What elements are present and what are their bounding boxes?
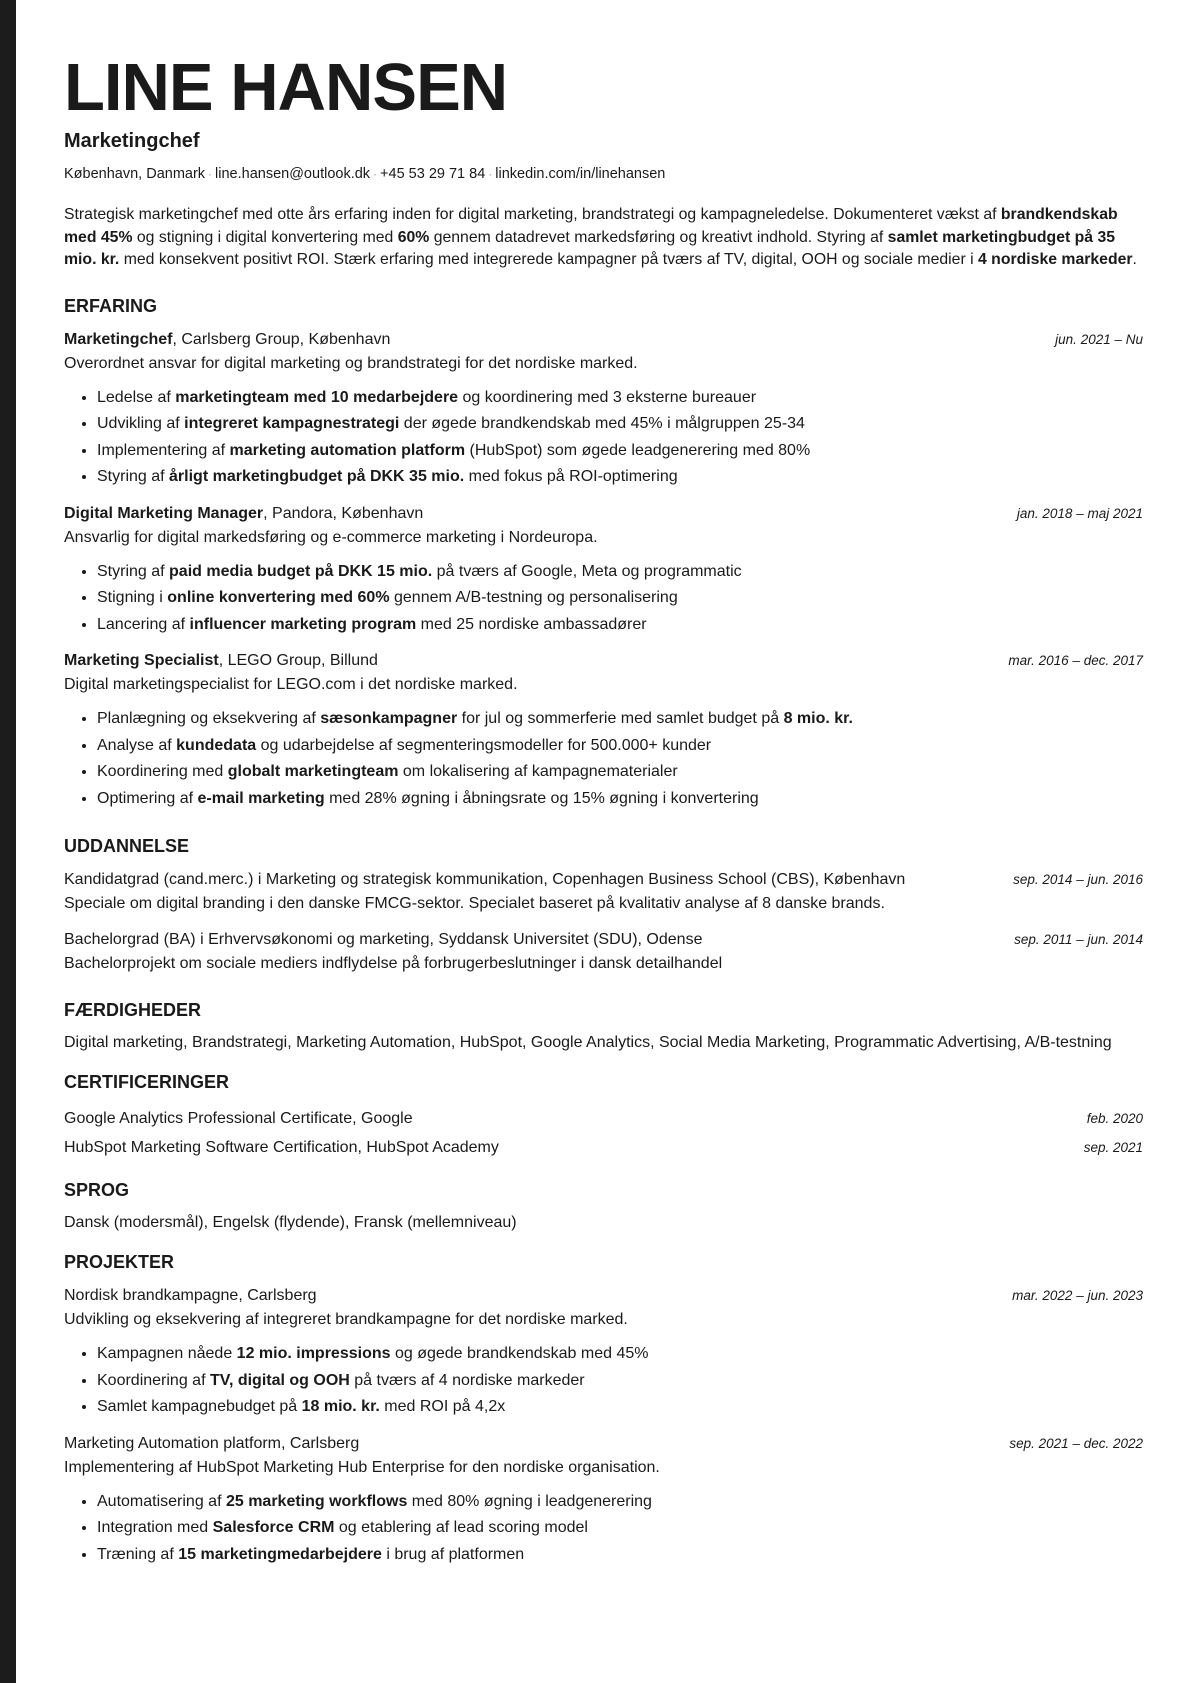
bold-text: e-mail marketing (197, 789, 325, 807)
education-title: Kandidatgrad (cand.merc.) i Marketing og strategisk kommunikation, Copenhagen Business School (CBS), København (64, 871, 906, 888)
text-run: med fokus på ROI-optimering (464, 468, 678, 485)
resume-page (64, 0, 1143, 1579)
education-description: Speciale om digital branding i den danske FMCG-sektor. Specialet baseret på kvalitativ analyse af 8 danske brands. (64, 895, 885, 912)
bullet-list (64, 706, 1143, 812)
bullet-list (64, 1489, 1143, 1569)
bold-text: brandkendskab med 45% (64, 206, 1118, 246)
text-run: på tværs af 4 nordiske markeder (349, 1371, 585, 1389)
bullet-list (64, 385, 1143, 491)
bold-text: Salesforce CRM (212, 1519, 335, 1536)
text-run: for jul og sommerferie med samlet budget på (457, 710, 784, 727)
experience-role-line (64, 649, 378, 673)
text-run: i brug af platformen (381, 1545, 525, 1563)
bold-text: kundedata (176, 736, 257, 754)
bold-text: 60% (397, 228, 430, 246)
experience-header (64, 328, 1143, 352)
text-run: Integration med (97, 1519, 213, 1536)
text-run: (HubSpot) som øgede leadgenerering med 80% (465, 441, 811, 459)
experience-company: , Pandora, København (263, 504, 424, 522)
project-description: Udvikling og eksekvering af integreret brandkampagne for det nordiske marked. (64, 1311, 628, 1328)
project-date: sep. 2021 – dec. 2022 (1009, 1435, 1143, 1451)
bold-text: årligt marketingbudget på DKK 35 mio. (169, 468, 465, 485)
experience-role: Marketingchef (64, 330, 173, 348)
bold-text: influencer marketing program (189, 615, 417, 633)
bold-text: marketingteam med 10 medarbejdere (175, 388, 459, 406)
summary-paragraph (64, 204, 1143, 272)
bullet-item (97, 1394, 1143, 1421)
text-run: Lancering af (97, 615, 190, 633)
experience-entry (64, 328, 1143, 491)
education-entry (64, 928, 1143, 976)
contact-separator: · (488, 167, 493, 181)
project-date: mar. 2022 – jun. 2023 (1012, 1288, 1143, 1303)
bullet-item (97, 612, 1143, 639)
bullet-item (97, 786, 1143, 813)
bold-text: samlet marketingbudget på 35 mio. kr. (64, 228, 1116, 268)
bold-text: TV, digital og OOH (209, 1371, 350, 1389)
education-description: Bachelorprojekt om sociale mediers indflydelse på forbrugerbeslutninger i dansk detailhandel (64, 955, 723, 972)
experience-header (64, 649, 1143, 673)
text-run: Styring af (97, 468, 170, 485)
bullet-item (97, 1368, 1143, 1395)
project-title: Nordisk brandkampagne, Carlsberg (64, 1287, 317, 1304)
text-run: Koordinering af (97, 1371, 210, 1389)
bold-text: marketing automation platform (229, 441, 466, 459)
bullet-item (97, 585, 1143, 612)
experience-role-line (64, 502, 423, 526)
left-accent-bar (0, 0, 16, 1683)
text-run: Strategisk marketingchef med otte års erfaring inden for digital marketing, brandstrategi og kampagneledelse. Dokumenteret vækst af (64, 206, 1001, 223)
certifications-list (64, 1104, 1143, 1162)
contact-item: +45 53 29 71 84 (380, 166, 486, 182)
text-run: Implementering af (97, 441, 230, 459)
skills-text: Digital marketing, Brandstrategi, Marketing Automation, HubSpot, Google Analytics, Social Media Marketing, Programmatic Advertising, A/B-testning (64, 1034, 1112, 1051)
experience-list (64, 328, 1143, 813)
resume-name: LINE HANSEN (64, 50, 508, 125)
certification-date: sep. 2021 (1083, 1140, 1143, 1155)
bullet-item (97, 1515, 1143, 1542)
bold-text: paid media budget på DKK 15 mio. (169, 562, 433, 580)
text-run: gennem A/B-testning og personalisering (389, 589, 678, 606)
certification-row (64, 1133, 1143, 1162)
text-run: og stigning i digital konvertering med (132, 228, 398, 246)
certification-name: Google Analytics Professional Certificate, Google (64, 1110, 413, 1127)
experience-role: Digital Marketing Manager (64, 504, 264, 522)
bullet-list (64, 559, 1143, 639)
experience-header (64, 502, 1143, 526)
bullet-item (97, 411, 1143, 438)
text-run: med 25 nordiske ambassadører (416, 615, 647, 633)
experience-entry (64, 649, 1143, 812)
section-heading-experience: ERFARING (64, 295, 158, 316)
bold-text: 15 marketingmedarbejdere (178, 1545, 382, 1563)
project-description: Implementering af HubSpot Marketing Hub Enterprise for den nordiske organisation. (64, 1458, 660, 1476)
bold-text: 25 marketing workflows (225, 1492, 408, 1510)
text-run: . (1132, 251, 1137, 268)
bullet-item (97, 1542, 1143, 1569)
bullet-item (97, 438, 1143, 465)
education-entry (64, 868, 1143, 916)
text-run: Automatisering af (97, 1492, 226, 1510)
projects-list (64, 1284, 1143, 1568)
bold-text: globalt marketingteam (227, 763, 399, 780)
text-run: Træning af (97, 1545, 179, 1563)
experience-description: Overordnet ansvar for digital marketing og brandstrategi for det nordiske marked. (64, 354, 638, 372)
experience-description: Ansvarlig for digital markedsføring og e-commerce marketing i Nordeuropa. (64, 528, 598, 546)
bold-text: online konvertering med 60% (167, 589, 390, 606)
bold-text: 8 mio. kr. (783, 710, 853, 727)
text-run: med 80% øgning i leadgenerering (407, 1492, 652, 1510)
bullet-item (97, 1489, 1143, 1516)
experience-company: , LEGO Group, Billund (218, 652, 378, 669)
contact-line (64, 164, 1143, 184)
project-header (64, 1432, 1143, 1456)
bullet-item (97, 464, 1143, 491)
bullet-item (97, 385, 1143, 412)
contact-item: København, Danmark (64, 166, 206, 182)
text-run: Styring af (97, 562, 170, 580)
bullet-item (97, 559, 1143, 586)
experience-role-line (64, 328, 390, 352)
bold-text: 4 nordiske markeder (978, 251, 1133, 268)
education-header (64, 868, 1143, 892)
text-run: Analyse af (97, 736, 177, 754)
text-run: Planlægning og eksekvering af (97, 710, 321, 727)
bold-text: sæsonkampagner (320, 710, 458, 727)
text-run: Ledelse af (97, 388, 176, 406)
experience-date: jan. 2018 – maj 2021 (1016, 505, 1143, 521)
bullet-item (97, 706, 1143, 733)
text-run: og koordinering med 3 eksterne bureauer (458, 388, 757, 406)
text-run: Kampagnen nåede (97, 1345, 237, 1362)
experience-date: mar. 2016 – dec. 2017 (1008, 653, 1143, 668)
text-run: med konsekvent positivt ROI. Stærk erfaring med integrerede kampagner på tværs af TV, digital, OOH og sociale medier i (119, 251, 978, 268)
certification-name: HubSpot Marketing Software Certification, HubSpot Academy (64, 1139, 499, 1156)
bullet-list (64, 1341, 1143, 1421)
project-entry (64, 1432, 1143, 1569)
contact-separator: · (208, 167, 213, 181)
project-header (64, 1284, 1143, 1308)
resume-job-title: Marketingchef (64, 130, 200, 152)
text-run: og udarbejdelse af segmenteringsmodeller for 500.000+ kunder (256, 736, 712, 754)
languages-text: Dansk (modersmål), Engelsk (flydende), Fransk (mellemniveau) (64, 1214, 517, 1231)
education-title: Bachelorgrad (BA) i Erhvervsøkonomi og marketing, Syddansk Universitet (SDU), Odense (64, 931, 703, 948)
text-run: Udvikling af (97, 415, 185, 432)
education-date: sep. 2014 – jun. 2016 (1013, 872, 1143, 887)
bullet-item (97, 1341, 1143, 1368)
certification-row (64, 1104, 1143, 1133)
experience-company: , Carlsberg Group, København (172, 330, 391, 348)
text-run: Optimering af (97, 789, 198, 807)
bold-text: 12 mio. impressions (236, 1345, 391, 1362)
text-run: på tværs af Google, Meta og programmatic (432, 562, 742, 580)
contact-separator: · (373, 167, 378, 181)
bullet-item (97, 733, 1143, 760)
experience-entry (64, 502, 1143, 639)
text-run: der øgede brandkendskab med 45% i målgruppen 25-34 (399, 415, 805, 432)
education-list (64, 868, 1143, 976)
certification-date: feb. 2020 (1086, 1111, 1143, 1126)
contact-item: linkedin.com/in/linehansen (495, 166, 666, 182)
text-run: Stigning i (97, 589, 168, 606)
text-run: og etablering af lead scoring model (334, 1519, 588, 1536)
experience-role: Marketing Specialist (64, 652, 219, 669)
contact-item: line.hansen@outlook.dk (215, 166, 371, 182)
text-run: Koordinering med (97, 763, 228, 780)
text-run: gennem datadrevet markedsføring og kreativt indhold. Styring af (429, 228, 888, 246)
section-heading-projects: PROJEKTER (64, 1252, 175, 1272)
education-header (64, 928, 1143, 952)
text-run: om lokalisering af kampagnematerialer (398, 763, 678, 780)
bold-text: 18 mio. kr. (301, 1398, 380, 1415)
experience-description: Digital marketingspecialist for LEGO.com i det nordiske marked. (64, 676, 518, 693)
bullet-item (97, 759, 1143, 786)
text-run: og øgede brandkendskab med 45% (390, 1345, 649, 1362)
project-title: Marketing Automation platform, Carlsberg (64, 1434, 360, 1452)
text-run: med 28% øgning i åbningsrate og 15% øgning i konvertering (324, 789, 759, 807)
text-run: Samlet kampagnebudget på (97, 1398, 302, 1415)
education-date: sep. 2011 – jun. 2014 (1014, 932, 1143, 947)
section-heading-certifications: CERTIFICERINGER (64, 1072, 230, 1092)
project-entry (64, 1284, 1143, 1421)
text-run: med ROI på 4,2x (379, 1398, 506, 1415)
section-heading-skills: FÆRDIGHEDER (64, 1000, 202, 1020)
section-heading-education: UDDANNELSE (64, 836, 190, 856)
section-heading-languages: SPROG (64, 1180, 130, 1200)
bold-text: integreret kampagnestrategi (184, 415, 400, 432)
experience-date: jun. 2021 – Nu (1055, 331, 1143, 347)
